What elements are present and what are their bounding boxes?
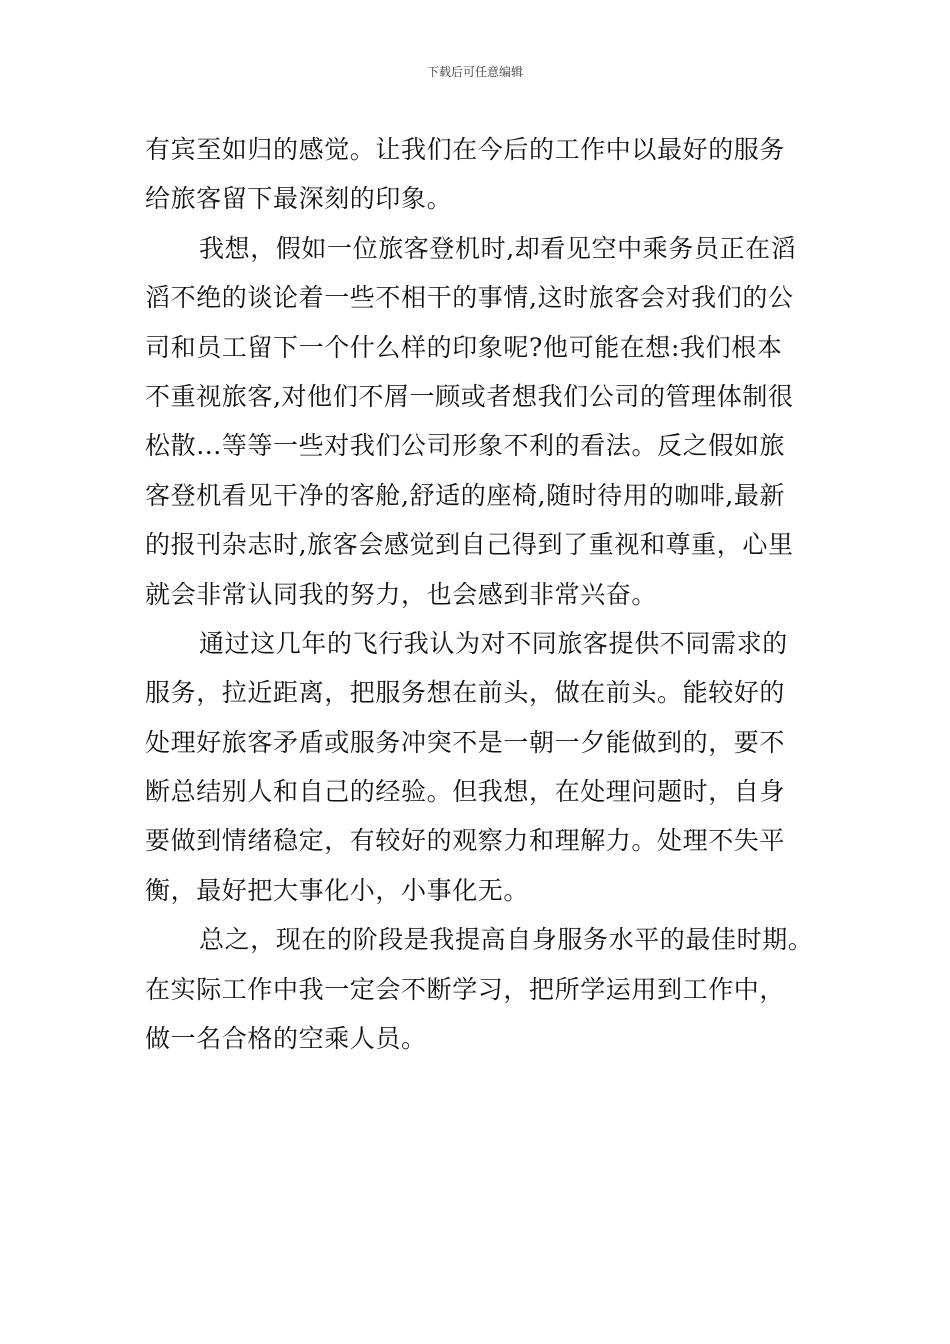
text-line: 服务，拉近距离，把服务想在前头，做在前头。能较好的	[145, 678, 786, 708]
text-line: 就会非常认同我的努力，也会感到非常兴奋。	[145, 579, 658, 609]
text-line: 总之，现在的阶段是我提高自身服务水平的最佳时期。	[199, 925, 814, 955]
text-line: 通过这几年的飞行我认为对不同旅客提供不同需求的	[199, 628, 788, 658]
text-line: 衡，最好把大事化小，小事化无。	[145, 875, 530, 905]
text-line: 的报刊杂志时,旅客会感觉到自己得到了重视和尊重，心里	[145, 530, 794, 560]
text-line: 客登机看见干净的客舱,舒适的座椅,随时待用的咖啡,最新	[145, 480, 786, 510]
text-line: 松散...等等一些对我们公司形象不利的看法。反之假如旅	[145, 431, 786, 461]
text-line: 要做到情绪稳定，有较好的观察力和理解力。处理不失平	[145, 826, 786, 856]
text-line: 滔不绝的谈论着一些不相干的事情,这时旅客会对我们的公	[145, 283, 794, 313]
text-line: 做一名合格的空乘人员。	[145, 1024, 427, 1054]
text-line: 处理好旅客矛盾或服务冲突不是一朝一夕能做到的，要不	[145, 727, 786, 757]
text-line: 给旅客留下最深刻的印象。	[145, 184, 453, 214]
text-line: 不重视旅客,对他们不屑一顾或者想我们公司的管理体制很	[145, 381, 794, 411]
document-body	[145, 125, 825, 1063]
text-line: 司和员工留下一个什么样的印象呢?他可能在想:我们根本	[145, 332, 783, 362]
page-header: 下载后可任意编辑	[426, 65, 523, 79]
text-line: 我想，假如一位旅客登机时,却看见空中乘务员正在滔	[199, 233, 797, 263]
text-line: 断总结别人和自己的经验。但我想，在处理问题时，自身	[145, 777, 786, 807]
text-line: 有宾至如归的感觉。让我们在今后的工作中以最好的服务	[145, 135, 786, 164]
text-line: 在实际工作中我一定会不断学习，把所学运用到工作中，	[145, 974, 786, 1004]
